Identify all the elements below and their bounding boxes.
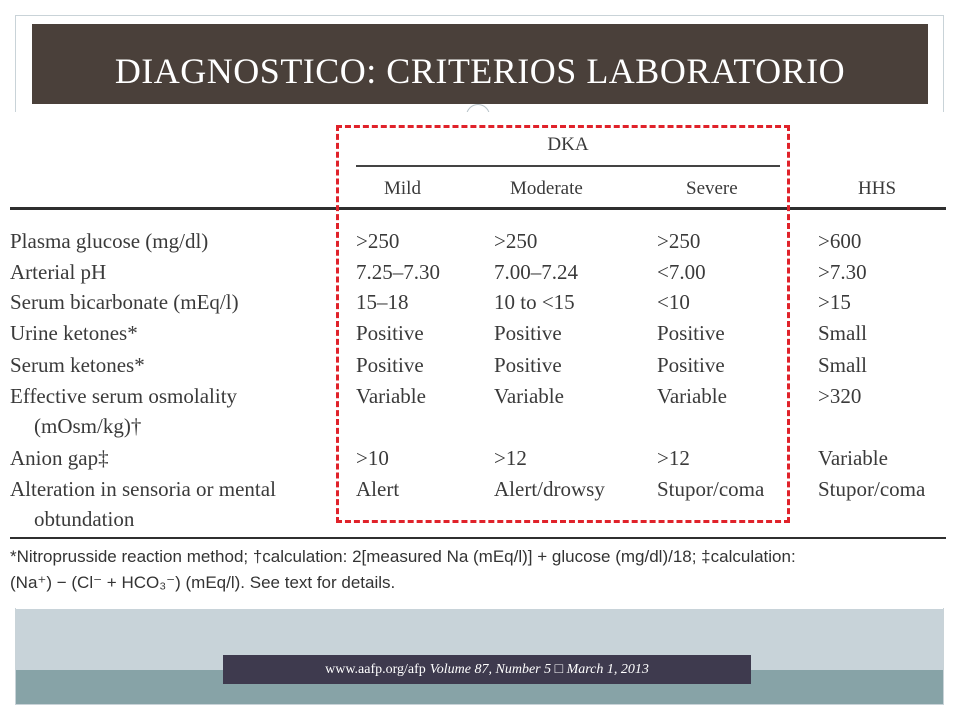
table-cell: >7.30 xyxy=(818,260,867,284)
row-label-anion-gap: Anion gap‡ xyxy=(10,446,109,470)
table-cell: Variable xyxy=(818,446,888,470)
table-cell: Small xyxy=(818,321,868,345)
table-cell: Positive xyxy=(657,353,725,377)
row-label-arterial-ph: Arterial pH xyxy=(10,260,107,284)
table-cell: Stupor/coma xyxy=(657,477,765,501)
table-cell: <10 xyxy=(657,290,690,314)
row-label-serum-ketones: Serum ketones* xyxy=(10,353,145,377)
table-cell: >250 xyxy=(356,229,400,253)
citation-url: www.aafp.org/afp xyxy=(325,661,426,677)
table-cell: Variable xyxy=(657,384,727,408)
col-header-hhs: HHS xyxy=(858,178,897,199)
row-label-plasma-glucose: Plasma glucose (mg/dl) xyxy=(10,229,209,253)
row-label-urine-ketones: Urine ketones* xyxy=(10,321,138,345)
table-cell: Alert/drowsy xyxy=(494,477,605,501)
table-cell: Stupor/coma xyxy=(818,477,926,501)
table-cell: 15–18 xyxy=(356,290,409,314)
table-cell: >600 xyxy=(818,229,862,253)
citation-details: Volume 87, Number 5 □ March 1, 2013 xyxy=(429,661,649,677)
table-cell: Positive xyxy=(494,321,562,345)
row-label-sensoria-cont: obtundation xyxy=(34,507,135,531)
citation-bar xyxy=(223,655,751,684)
table-cell: 7.00–7.24 xyxy=(494,260,578,284)
table-footnote xyxy=(10,544,946,596)
col-header-severe: Severe xyxy=(686,178,738,199)
dka-group-header: DKA xyxy=(547,134,589,155)
table-cell: Positive xyxy=(356,353,424,377)
footnote-line-2: (Na⁺) − (Cl⁻ + HCO₃⁻) (mEq/l). See text for details. xyxy=(10,573,396,592)
table-cell: >12 xyxy=(657,446,690,470)
table-cell: >12 xyxy=(494,446,527,470)
table-cell: 7.25–7.30 xyxy=(356,260,440,284)
table-cell: Positive xyxy=(494,353,562,377)
table-cell: Positive xyxy=(356,321,424,345)
dka-highlight-box xyxy=(336,125,790,523)
table-cell: Alert xyxy=(356,477,400,501)
table-cell: >320 xyxy=(818,384,862,408)
row-label-serum-bicarbonate: Serum bicarbonate (mEq/l) xyxy=(10,290,239,314)
row-label-effective-osmolality: Effective serum osmolality xyxy=(10,384,238,408)
footer-rule xyxy=(10,537,946,539)
table-cell: 10 to <15 xyxy=(494,290,575,314)
table-cell: <7.00 xyxy=(657,260,706,284)
table-cell: >10 xyxy=(356,446,389,470)
table-cell: Variable xyxy=(494,384,564,408)
table-cell: >250 xyxy=(494,229,538,253)
slide-title: DIAGNOSTICO: CRITERIOS LABORATORIO xyxy=(114,51,846,91)
table-cell: Small xyxy=(818,353,868,377)
table-cell: Variable xyxy=(356,384,426,408)
table-cell: Positive xyxy=(657,321,725,345)
footnote-line-1: *Nitroprusside reaction method; †calculation: 2[measured Na (mEq/l)] + glucose (mg/dl)/18; ‡calculation: xyxy=(10,547,796,566)
col-header-moderate: Moderate xyxy=(510,178,583,199)
row-label-effective-osmolality-cont: (mOsm/kg)† xyxy=(34,414,142,438)
col-header-mild: Mild xyxy=(384,178,421,199)
table-cell: >250 xyxy=(657,229,701,253)
table-cell: >15 xyxy=(818,290,851,314)
row-label-sensoria: Alteration in sensoria or mental xyxy=(10,477,276,501)
title-bar xyxy=(32,24,928,104)
